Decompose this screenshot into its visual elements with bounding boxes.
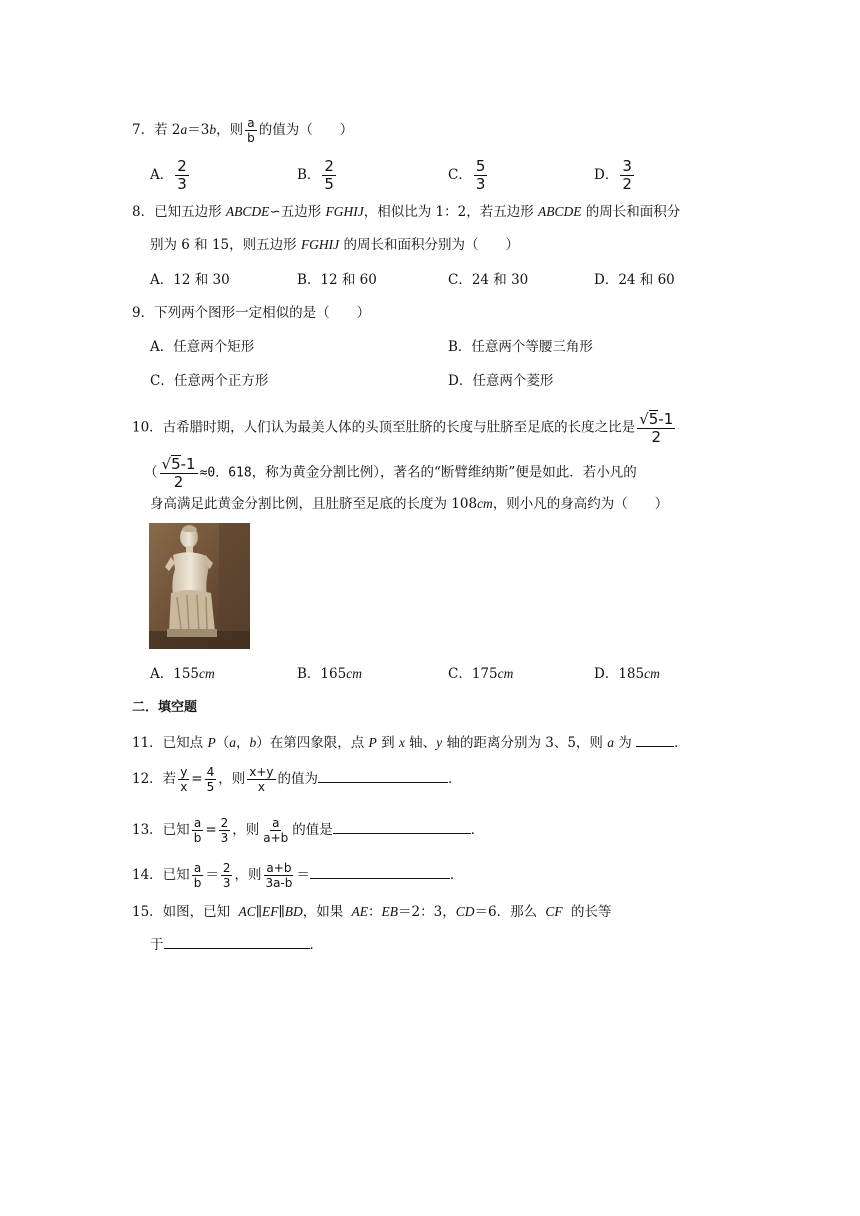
q9-stem: 9．下列两个图形一定相似的是（ ） xyxy=(132,305,371,321)
golden-ratio-fraction-2: $\frac{√5-1}{2}$ xyxy=(161,455,196,491)
q9-option-d[interactable]: D．任意两个菱形 xyxy=(448,373,554,389)
q10-option-d[interactable]: D．185cm xyxy=(594,666,660,682)
q12-answer-blank[interactable] xyxy=(318,768,448,783)
q8-option-d[interactable]: D．24 和 60 xyxy=(594,272,675,288)
q9-option-c[interactable]: C．任意两个正方形 xyxy=(150,373,269,389)
q11-answer-blank[interactable] xyxy=(636,732,674,747)
section-heading-fill-in: 二．填空题 xyxy=(132,700,198,715)
q10-stem-line2: （ $\frac{√5-1}{2}$ ≈0．618，称为黄金分割比例），著名的“断臂维纳斯”便是如此．若小凡的 xyxy=(144,455,637,491)
q9-option-a[interactable]: A．任意两个矩形 xyxy=(150,339,255,355)
q8-option-b[interactable]: B．12 和 60 xyxy=(297,272,377,288)
q7-stem: 7．若 2a＝3b，则 $\frac{a}{b}$ 的值为（ ） xyxy=(132,116,354,145)
q7-fraction: $\frac{a}{b}$ xyxy=(247,116,255,145)
q8-option-a[interactable]: A．12 和 30 xyxy=(150,272,230,288)
q10-option-c[interactable]: C．175cm xyxy=(448,666,514,682)
q7-option-b[interactable]: B． $\frac{2}{5}$ xyxy=(297,157,334,193)
q7-option-a[interactable]: A． $\frac{2}{3}$ xyxy=(150,157,187,193)
q10-option-b[interactable]: B．165cm xyxy=(297,666,362,682)
q15-answer-blank[interactable] xyxy=(164,934,310,949)
q15-stem-line1: 15．如图，已知 AC∥EF∥BD，如果 AE：EB＝2：3，CD＝6．那么 CF 的长等 xyxy=(132,904,612,920)
q9-option-b[interactable]: B．任意两个等腰三角形 xyxy=(448,339,593,355)
q10-stem-line1: 10．古希腊时期，人们认为最美人体的头顶至肚脐的长度与肚脐至足底的长度之比是 $\frac{√5-1}{2}$ xyxy=(132,410,674,446)
q15-stem-line2: 于 ． xyxy=(150,934,323,955)
q8-stem-line1: 8．已知五边形 ABCDE∽五边形 FGHIJ，相似比为 1：2，若五边形 ABCDE 的周长和面积分 xyxy=(132,204,681,220)
q13-answer-blank[interactable] xyxy=(333,819,471,834)
q14-stem: 14．已知 $\frac{a}{b}$ ＝ $\frac{2}{3}$ ，则 $\frac{a+b}{3a-b}$ ＝ ． xyxy=(132,861,464,890)
q8-stem-line2: 别为 6 和 15，则五边形 FGHIJ 的周长和面积分别为（ ） xyxy=(150,237,519,253)
q13-stem: 13．已知 $\frac{a}{b}$ = $\frac{2}{3}$ ，则 $\frac{a}{a+b}$ 的值是 ． xyxy=(132,816,485,845)
golden-ratio-fraction: $\frac{√5-1}{2}$ xyxy=(639,410,674,446)
q7-option-c[interactable]: C． $\frac{5}{3}$ xyxy=(448,157,486,193)
q11-stem: 11．已知点 P（a，b）在第四象限，点 P 到 x 轴、y 轴的距离分别为 3、5，则 a 为 ． xyxy=(132,732,688,753)
q14-answer-blank[interactable] xyxy=(310,864,450,879)
q7-option-d[interactable]: D． $\frac{3}{2}$ xyxy=(594,157,632,193)
q12-stem: 12．若 $\frac{y}{x}$ = $\frac{4}{5}$ ，则 $\frac{x+y}{x}$ 的值为 ． xyxy=(132,765,462,794)
q10-option-a[interactable]: A．155cm xyxy=(150,666,215,682)
q8-option-c[interactable]: C．24 和 30 xyxy=(448,272,529,288)
venus-de-milo-image xyxy=(149,523,250,649)
q10-stem-line3: 身高满足此黄金分割比例，且肚脐至足底的长度为 108cm，则小凡的身高约为（ ） xyxy=(150,496,669,512)
